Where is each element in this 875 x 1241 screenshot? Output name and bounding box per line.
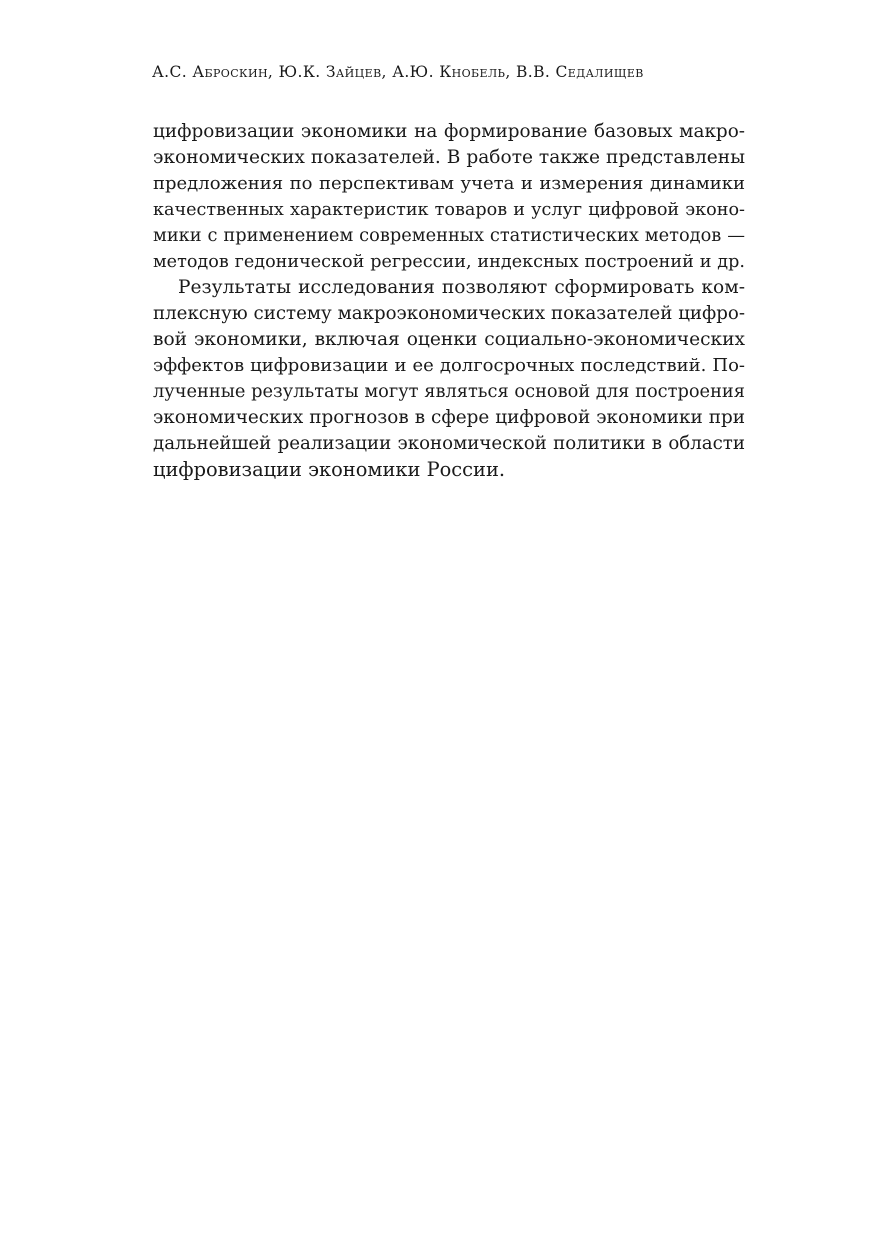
text-line: плексную систему макроэкономических показателей цифро- <box>153 303 745 324</box>
text-line: методов гедонической регрессии, индексных построений и др. <box>153 252 745 272</box>
text-line: цифровизации экономики России. <box>153 458 506 481</box>
running-header-authors: А.С. Аброскин, Ю.К. Зайцев, А.Ю. Кнобель, В.В. Седалищев <box>152 63 644 81</box>
paragraph-2 <box>153 275 745 483</box>
text-line: вой экономики, включая оценки социально-экономических <box>153 329 745 350</box>
text-line: цифровизации экономики на формирование базовых макро- <box>153 121 745 142</box>
paragraph-1 <box>153 119 745 275</box>
text-line: экономических показателей. В работе также представлены <box>153 147 745 168</box>
text-line: качественных характеристик товаров и услуг цифровой эконо- <box>153 200 745 220</box>
text-line: лученные результаты могут являться основой для построения <box>153 381 745 402</box>
text-line: экономических прогнозов в сфере цифровой экономики при <box>153 407 745 428</box>
text-line: предложения по перспективам учета и измерения динамики <box>153 173 745 194</box>
text-line: мики с применением современных статистических методов — <box>153 225 745 246</box>
body-text <box>153 119 745 483</box>
text-line: дальнейшей реализации экономической политики в области <box>153 433 745 454</box>
text-line: Результаты исследования позволяют сформировать ком- <box>178 277 745 298</box>
text-line: эффектов цифровизации и ее долгосрочных последствий. По- <box>153 355 745 376</box>
